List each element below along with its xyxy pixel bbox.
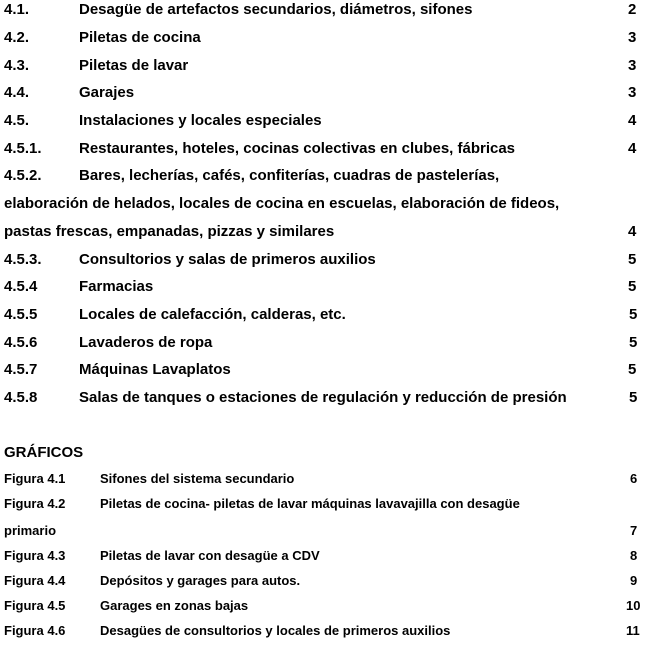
toc-entry[interactable] bbox=[4, 164, 644, 188]
toc-entry-number: 4.5.6 bbox=[4, 334, 38, 351]
toc-entry-title: Consultorios y salas de primeros auxilios bbox=[79, 251, 376, 268]
graficos-heading: GRÁFICOS bbox=[4, 444, 84, 461]
toc-entry[interactable] bbox=[4, 331, 644, 355]
toc-entry-page: 5 bbox=[629, 334, 638, 351]
toc-entry[interactable] bbox=[4, 109, 644, 133]
figure-page: 6 bbox=[630, 471, 638, 486]
toc-entry-page: 5 bbox=[628, 361, 637, 378]
figure-entry[interactable] bbox=[4, 595, 644, 617]
figure-page: 11 bbox=[626, 623, 640, 638]
toc-entry[interactable] bbox=[4, 137, 644, 161]
figure-page: 8 bbox=[630, 548, 638, 563]
figure-page: 7 bbox=[630, 523, 638, 538]
figure-entry-continuation-row[interactable] bbox=[4, 520, 644, 542]
toc-entry-number: 4.5.4 bbox=[4, 278, 38, 295]
toc-entry-number: 4.5.3. bbox=[4, 251, 42, 268]
figure-title: Piletas de lavar con desagüe a CDV bbox=[100, 548, 320, 563]
figure-title: Garages en zonas bajas bbox=[100, 598, 249, 613]
figure-page: 10 bbox=[626, 598, 641, 613]
figure-entry[interactable] bbox=[4, 570, 644, 592]
toc-entry-page: 5 bbox=[628, 278, 637, 295]
toc-entry-title: Restaurantes, hoteles, cocinas colectivas en clubes, fábricas bbox=[79, 140, 516, 157]
toc-entry-page: 4 bbox=[628, 140, 637, 157]
figure-label: Figura 4.1 bbox=[4, 471, 66, 486]
figure-entry[interactable] bbox=[4, 620, 644, 642]
toc-entry-title: Bares, lecherías, cafés, confiterías, cuadras de pastelerías, bbox=[79, 167, 500, 184]
toc-entry-title: Desagüe de artefactos secundarios, diámetros, sifones bbox=[79, 1, 473, 18]
figure-label: Figura 4.6 bbox=[4, 623, 66, 638]
figure-entry[interactable] bbox=[4, 493, 644, 515]
toc-entry[interactable] bbox=[4, 248, 644, 272]
toc-entry-page: 2 bbox=[628, 1, 637, 18]
figure-title: Sifones del sistema secundario bbox=[100, 471, 295, 486]
toc-entry[interactable] bbox=[4, 303, 644, 327]
toc-entry[interactable] bbox=[4, 386, 644, 410]
toc-entry-page: 3 bbox=[628, 57, 637, 74]
toc-entry-number: 4.5.1. bbox=[4, 140, 42, 157]
toc-entry[interactable] bbox=[4, 54, 644, 78]
toc-entry-page: 5 bbox=[629, 389, 638, 406]
figure-page: 9 bbox=[630, 573, 638, 588]
figure-label: Figura 4.3 bbox=[4, 548, 66, 563]
toc-entry-number: 4.4. bbox=[4, 84, 30, 101]
toc-entry-page: 3 bbox=[628, 29, 637, 46]
toc-entry-page: 3 bbox=[628, 84, 637, 101]
toc-entry-title: Locales de calefacción, calderas, etc. bbox=[79, 306, 346, 323]
toc-entry-page: 5 bbox=[628, 251, 637, 268]
toc-entry-title: Máquinas Lavaplatos bbox=[79, 361, 231, 378]
toc-entry-number: 4.5.7 bbox=[4, 361, 38, 378]
figure-label: Figura 4.4 bbox=[4, 573, 66, 588]
toc-entry-title: Piletas de cocina bbox=[79, 29, 201, 46]
toc-entry-title: Instalaciones y locales especiales bbox=[79, 112, 322, 129]
toc-entry-number: 4.2. bbox=[4, 29, 30, 46]
figure-title: Desagües de consultorios y locales de primeros auxilios bbox=[100, 623, 451, 638]
toc-entry-number: 4.3. bbox=[4, 57, 30, 74]
toc-entry[interactable] bbox=[4, 358, 644, 382]
toc-entry-title: Salas de tanques o estaciones de regulación y reducción de presión bbox=[79, 389, 567, 406]
toc-entry-number: 4.5.2. bbox=[4, 167, 42, 184]
figure-entry[interactable] bbox=[4, 468, 644, 490]
figure-title: Piletas de cocina- piletas de lavar máquinas lavavajilla con desagüe bbox=[100, 496, 520, 511]
toc-entry-title: Garajes bbox=[79, 84, 135, 101]
toc-entry-page: 4 bbox=[628, 223, 637, 240]
toc-entry-continuation-row[interactable] bbox=[4, 220, 644, 244]
toc-entry-title: Farmacias bbox=[79, 278, 154, 295]
figure-label: Figura 4.2 bbox=[4, 496, 66, 511]
toc-entry-title: Piletas de lavar bbox=[79, 57, 189, 74]
toc-entry-page: 5 bbox=[629, 306, 638, 323]
toc-entry-number: 4.1. bbox=[4, 1, 30, 18]
toc-entry[interactable] bbox=[4, 26, 644, 50]
toc-entry-number: 4.5. bbox=[4, 112, 30, 129]
figure-entry[interactable] bbox=[4, 545, 644, 567]
toc-entry[interactable] bbox=[4, 81, 644, 105]
toc-entry-title: Lavaderos de ropa bbox=[79, 334, 213, 351]
figure-label: Figura 4.5 bbox=[4, 598, 66, 613]
toc-entry-continuation: elaboración de helados, locales de cocina en escuelas, elaboración de fideos, bbox=[4, 195, 560, 212]
toc-entry[interactable] bbox=[4, 275, 644, 299]
figure-title-continuation: primario bbox=[4, 523, 57, 538]
toc-entry[interactable] bbox=[4, 0, 644, 22]
figure-title: Depósitos y garages para autos. bbox=[100, 573, 301, 588]
toc-entry-continuation: pastas frescas, empanadas, pizzas y similares bbox=[4, 223, 335, 240]
toc-entry-number: 4.5.8 bbox=[4, 389, 38, 406]
toc-entry-page: 4 bbox=[628, 112, 637, 129]
toc-entry-number: 4.5.5 bbox=[4, 306, 38, 323]
